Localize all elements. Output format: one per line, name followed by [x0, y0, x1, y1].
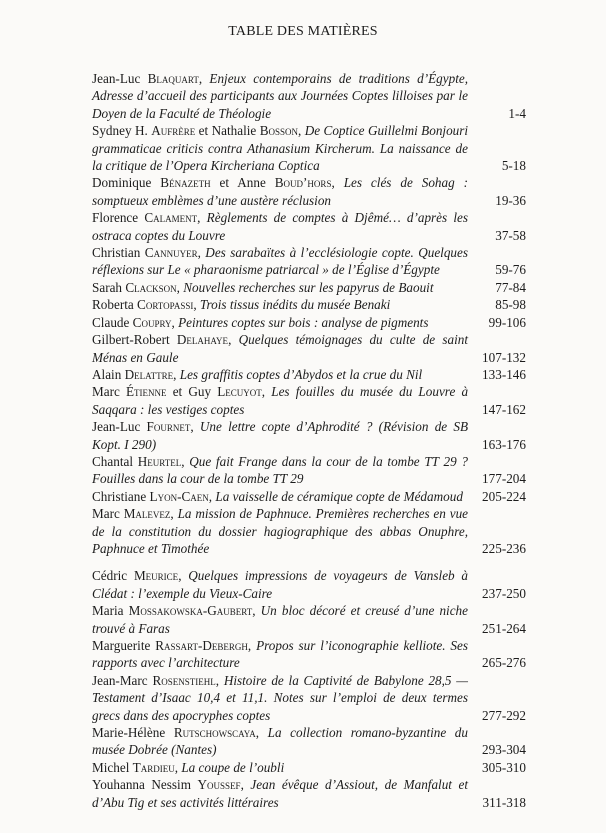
author-last-name: Rosenstiehl: [152, 672, 216, 688]
page-range: 5-18: [501, 158, 526, 174]
author-last-name: Lecuyot: [217, 384, 262, 400]
article-title: Des sarabaïtes à l’ecclésiologie copte. Quelques réflexions sur Le « pharaonisme patriarcal » de l’Église d’Égypte: [92, 245, 469, 278]
article-title: De Coptice Guillelmi Bonjouri grammaticae criticis contra Athanasium Kircherum. La naissance de la critique de l’Opera Kircheriana Coptica: [92, 123, 469, 174]
entry-text: Jean-Marc Rosenstiehl, Histoire de la Captivité de Babylone 28,5 — Testament d’Isaac 10,4 et 11,1. Notes sur l’emploi de deux termes grecs dans des apocryphes coptes: [92, 672, 469, 723]
toc-entry: [92, 759, 526, 776]
entry-text: Dominique Bénazeth et Anne Boud’hors, Les clés de Sohag : somptueux emblèmes d’une austère réclusion: [92, 175, 469, 208]
entry-text: Youhanna Nessim Youssef, Jean évêque d’Assiout, de Manfalut et d’Abu Tig et ses activités littéraires: [92, 777, 469, 810]
article-title: Peintures coptes sur bois : analyse de pigments: [178, 314, 429, 330]
page-range: 59-76: [495, 262, 526, 278]
article-title: Une lettre copte d’Aphrodité ? (Révision de SB Kopt. I 290): [92, 419, 468, 452]
toc-entry: [92, 70, 526, 122]
entry-text: Christiane Lyon-Caen, La vaisselle de céramique copte de Médamoud: [92, 488, 463, 504]
entry-text: Sarah Clackson, Nouvelles recherches sur les papyrus de Baouit: [92, 279, 434, 295]
article-title: Quelques impressions de voyageurs de Vansleb à Clédat : l’exemple du Vieux-Caire: [92, 568, 469, 601]
author-last-name: Youssef: [197, 777, 241, 793]
page-range: 163-176: [482, 436, 526, 452]
author-last-name: Clackson: [125, 279, 177, 295]
author-first-name: Marie-Hélène: [92, 725, 166, 741]
author-last-name: Étienne: [125, 384, 167, 400]
article-title: Les fouilles du musée du Louvre à Saqqara : les vestiges coptes: [92, 384, 469, 417]
author-last-name: Fournet: [146, 419, 191, 435]
article-title: La collection romano-byzantine du musée Dobrée (Nantes): [92, 725, 468, 758]
author-last-name: Blaquart: [147, 71, 199, 86]
author-first-name: Gilbert-Robert: [92, 332, 170, 348]
page-range: 293-304: [482, 742, 526, 758]
page-range: 133-146: [482, 366, 526, 382]
author-first-name: Sarah: [92, 279, 123, 295]
page-range: 19-36: [495, 192, 526, 208]
article-title: La mission de Paphnuce. Premières recherches en vue de la constitution du dossier hagiographique des abbas Onuphre, Paphnuce et Timothée: [92, 506, 469, 556]
entry-text: Jean-Luc Fournet, Une lettre copte d’Aphrodité ? (Révision de SB Kopt. I 290): [92, 419, 468, 452]
entry-text: Florence Calament, Règlements de comptes à Djêmé… d’après les ostraca coptes du Louvre: [92, 210, 469, 243]
entry-text: Sydney H. Aufrère et Nathalie Bosson, De Coptice Guillelmi Bonjouri grammaticae criticis contra Athanasium Kircherum. La naissance de la critique de l’Opera Kircheriana Coptica: [92, 123, 469, 174]
page-range: 265-276: [482, 655, 526, 671]
toc-entry: [92, 505, 526, 557]
entry-text: Michel Tardieu, La coupe de l’oubli: [92, 759, 285, 775]
toc-entry: [92, 209, 526, 244]
page-range: 251-264: [482, 620, 526, 636]
author-first-name: Christian: [92, 245, 141, 261]
article-title: Les graffitis coptes d’Abydos et la crue du Nil: [179, 366, 423, 382]
author-last-name: Cannuyer: [144, 245, 198, 261]
author-last-name: Delahaye: [176, 332, 229, 348]
page-range: 99-106: [488, 314, 526, 330]
author-last-name: Bosson: [259, 123, 299, 139]
toc-entry: [92, 453, 526, 488]
author-first-name: Michel: [92, 759, 130, 775]
article-title: Les clés de Sohag : somptueux emblèmes d’une austère réclusion: [92, 175, 469, 208]
author-last-name: Malevez: [123, 506, 171, 522]
toc-entry: [92, 296, 526, 313]
author-last-name: Bénazeth: [160, 175, 211, 191]
article-title: Jean évêque d’Assiout, de Manfalut et d’Abu Tig et ses activités littéraires: [92, 777, 469, 810]
page-range: 277-292: [482, 707, 526, 723]
page-range: 107-132: [482, 349, 526, 365]
author-last-name: Meurice: [133, 568, 179, 584]
table-of-contents: [92, 70, 526, 811]
author-first-name: Jean-Marc: [92, 672, 148, 688]
article-title: Enjeux contemporains de traditions d’Égypte, Adresse d’accueil des participants aux Journées Coptes lilloises par le Doyen de la Faculté de Théologie: [92, 71, 469, 121]
author-first-name: Claude: [92, 314, 130, 330]
author-first-name: Chantal: [92, 453, 134, 469]
author-last-name: Heurtel: [137, 453, 182, 469]
author-first-name: Sydney H.: [92, 123, 148, 139]
author-first-name: Christiane: [92, 488, 147, 504]
author-last-name: Lyon-Caen: [149, 488, 209, 504]
author-last-name: Delattre: [124, 366, 174, 382]
toc-entry: [92, 672, 526, 724]
page-range: 225-236: [482, 540, 526, 556]
toc-entry: [92, 331, 526, 366]
entry-text: Chantal Heurtel, Que fait Frange dans la cour de la tombe TT 29 ? Fouilles dans la cour de la tombe TT 29: [92, 453, 468, 487]
author-first-name: Jean-Luc: [92, 419, 141, 435]
author-first-name: Maria: [92, 603, 124, 619]
author-last-name: Aufrère: [151, 123, 196, 139]
entry-text: Alain Delattre, Les graffitis coptes d’Abydos et la crue du Nil: [92, 366, 423, 382]
article-title: Un bloc décoré et creusé d’une niche trouvé à Faras: [92, 603, 468, 636]
toc-entry: [92, 366, 526, 383]
author-first-name: Roberta: [92, 297, 134, 313]
toc-entry: [92, 567, 526, 602]
page-title: TABLE DES MATIÈRES: [228, 24, 378, 39]
page-range: 1-4: [508, 105, 526, 121]
toc-entry: [92, 637, 526, 672]
page-range: 177-204: [482, 471, 526, 487]
entry-text: Christian Cannuyer, Des sarabaïtes à l’ecclésiologie copte. Quelques réflexions sur Le « pharaonisme patriarcal » de l’Église d’Égypte: [92, 245, 469, 278]
entry-text: Maria Mossakowska-Gaubert, Un bloc décoré et creusé d’une niche trouvé à Faras: [92, 603, 468, 636]
author-last-name: Calament: [144, 210, 198, 226]
author-first-name: Florence: [92, 210, 139, 226]
author-conjunction: et Nathalie: [198, 123, 257, 139]
entry-text: Cédric Meurice, Quelques impressions de voyageurs de Vansleb à Clédat : l’exemple du Vieux-Caire: [92, 568, 469, 601]
entry-text: Marie-Hélène Rutschowscaya, La collection romano-byzantine du musée Dobrée (Nantes): [92, 725, 468, 758]
author-first-name: Jean-Luc: [92, 71, 141, 86]
entry-text: Marc Malevez, La mission de Paphnuce. Premières recherches en vue de la constitution du dossier hagiographique des abbas Onuphre, Paphnuce et Timothée: [92, 506, 469, 556]
entry-text: Gilbert-Robert Delahaye, Quelques témoignages du culte de saint Ménas en Gaule: [92, 332, 469, 365]
entry-text: Claude Coupry, Peintures coptes sur bois : analyse de pigments: [92, 314, 429, 330]
author-first-name: Youhanna Nessim: [92, 777, 191, 793]
author-last-name: Boud’hors: [274, 175, 332, 191]
author-first-name: Marguerite: [92, 638, 151, 653]
author-first-name: Dominique: [92, 175, 152, 191]
page-range: 305-310: [482, 759, 526, 775]
article-title: La vaisselle de céramique copte de Médamoud: [215, 488, 463, 504]
author-first-name: Marc: [92, 384, 120, 400]
page-range: 77-84: [495, 279, 526, 295]
page-range: 311-318: [482, 794, 526, 810]
page-range: 237-250: [482, 585, 526, 601]
toc-entry: [92, 383, 526, 418]
author-last-name: Rutschowscaya: [173, 725, 256, 741]
author-conjunction: et Guy: [172, 384, 212, 400]
toc-entry: [92, 314, 526, 331]
article-title: Histoire de la Captivité de Babylone 28,5 — Testament d’Isaac 10,4 et 11,1. Notes sur l’emploi de deux termes grecs dans des apocryphes coptes: [92, 672, 469, 723]
entry-text: Marc Étienne et Guy Lecuyot, Les fouilles du musée du Louvre à Saqqara : les vestiges coptes: [92, 384, 469, 417]
toc-entry: [92, 488, 526, 505]
toc-entry: [92, 174, 526, 209]
author-last-name: Tardieu: [132, 759, 175, 775]
entry-text: Jean-Luc Blaquart, Enjeux contemporains de traditions d’Égypte, Adresse d’accueil des participants aux Journées Coptes lilloises par le Doyen de la Faculté de Théologie: [92, 71, 469, 121]
entry-text: Roberta Cortopassi, Trois tissus inédits du musée Benaki: [92, 297, 391, 313]
toc-entry: [92, 279, 526, 296]
author-last-name: Coupry: [132, 314, 172, 330]
toc-entry: [92, 244, 526, 279]
page-range: 205-224: [482, 488, 526, 504]
toc-entry: [92, 776, 526, 811]
author-first-name: Cédric: [92, 568, 128, 584]
toc-entry: [92, 602, 526, 637]
entry-text: Marguerite Rassart-Debergh, Propos sur l’iconographie kelliote. Ses rapports avec l’architecture: [92, 638, 469, 671]
author-last-name: Rassart-Debergh: [155, 638, 248, 653]
author-last-name: Mossakowska-Gaubert: [128, 603, 253, 619]
article-title: Propos sur l’iconographie kelliote. Ses rapports avec l’architecture: [92, 638, 469, 671]
article-title: Quelques témoignages du culte de saint Ménas en Gaule: [92, 332, 469, 365]
article-title: Trois tissus inédits du musée Benaki: [199, 297, 391, 313]
article-title: Que fait Frange dans la cour de la tombe TT 29 ? Fouilles dans la cour de la tombe TT 29: [92, 453, 468, 487]
page-range: 37-58: [495, 227, 526, 243]
toc-entry: [92, 724, 526, 759]
author-conjunction: et Anne: [219, 175, 266, 191]
article-title: Nouvelles recherches sur les papyrus de Baouit: [183, 279, 434, 295]
author-first-name: Marc: [92, 506, 120, 522]
page-range: 147-162: [482, 401, 526, 417]
author-last-name: Cortopassi: [137, 297, 194, 313]
toc-entry: [92, 122, 526, 174]
article-title: La coupe de l’oubli: [181, 759, 285, 775]
author-first-name: Alain: [92, 366, 122, 382]
article-title: Règlements de comptes à Djêmé… d’après les ostraca coptes du Louvre: [92, 210, 469, 243]
toc-entry: [92, 418, 526, 453]
page-range: 85-98: [495, 297, 526, 313]
